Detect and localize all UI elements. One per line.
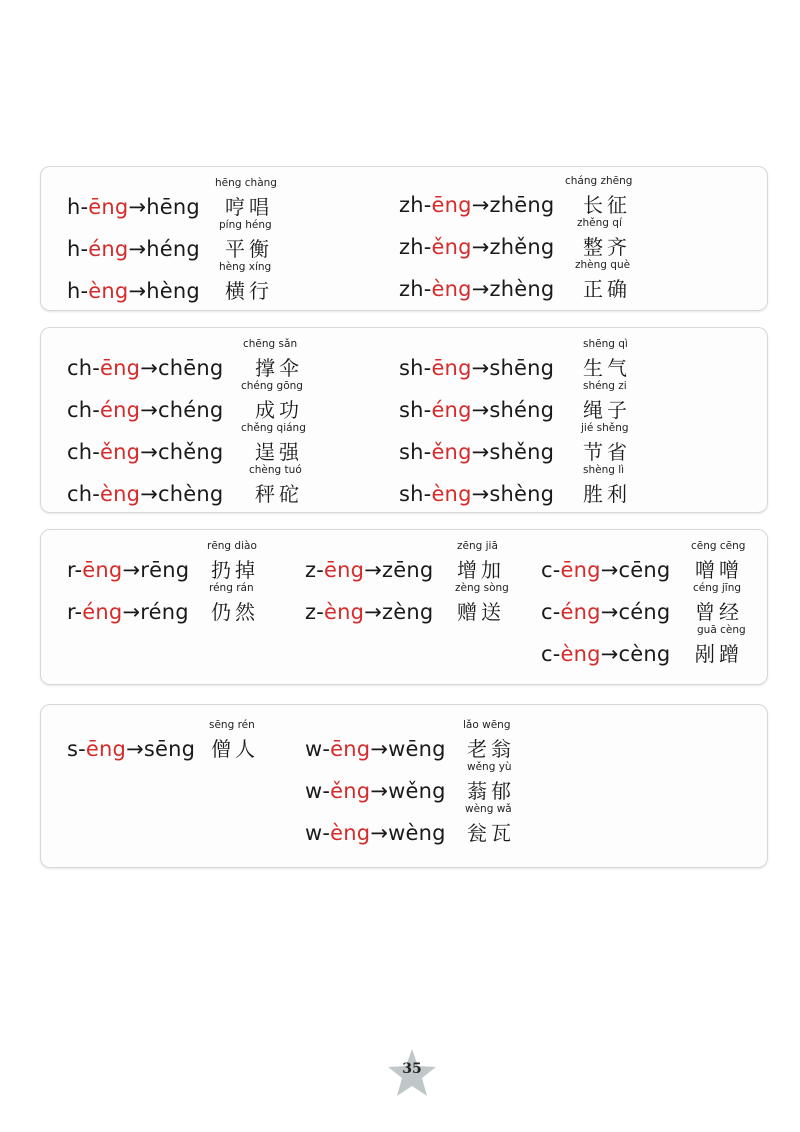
page-number-badge bbox=[384, 1046, 440, 1102]
result: →sēng bbox=[126, 737, 196, 761]
initial: ch- bbox=[67, 440, 101, 464]
example-word: 撑伞 bbox=[255, 356, 303, 380]
word-pinyin: cēng cēng bbox=[691, 540, 746, 552]
word-pinyin: chèng tuó bbox=[249, 464, 302, 476]
syllable-combination bbox=[305, 737, 446, 761]
syllable-combination bbox=[399, 440, 554, 464]
final: èng bbox=[100, 482, 141, 506]
result: →zhèng bbox=[471, 277, 555, 301]
syllable-combination bbox=[67, 440, 223, 464]
final: éng bbox=[431, 398, 472, 422]
initial: c- bbox=[541, 558, 561, 582]
initial: h- bbox=[67, 279, 89, 303]
result: →shēng bbox=[471, 356, 555, 380]
syllable-combination bbox=[67, 558, 189, 582]
syllable-combination bbox=[399, 277, 554, 301]
example-word: 横行 bbox=[225, 279, 273, 303]
result: →zhěng bbox=[471, 235, 555, 259]
example-word: 仍然 bbox=[211, 600, 259, 624]
result: →céng bbox=[600, 600, 671, 624]
final: ēng bbox=[324, 558, 365, 582]
word-pinyin: chéng gōng bbox=[241, 380, 303, 392]
result: →wěng bbox=[370, 779, 446, 803]
final: ēng bbox=[82, 558, 123, 582]
syllable-combination bbox=[541, 642, 670, 666]
initial: sh- bbox=[399, 356, 432, 380]
word-pinyin: hèng xíng bbox=[219, 261, 272, 273]
example-word: 赠送 bbox=[457, 600, 505, 624]
initial: s- bbox=[67, 737, 86, 761]
final: ěng bbox=[100, 440, 141, 464]
initial: zh- bbox=[399, 235, 432, 259]
final: ēng bbox=[88, 195, 129, 219]
syllable-combination bbox=[399, 235, 554, 259]
result: →wēng bbox=[370, 737, 446, 761]
initial: w- bbox=[305, 821, 331, 845]
result: →zèng bbox=[364, 600, 434, 624]
initial: c- bbox=[541, 600, 561, 624]
word-pinyin: hēng chàng bbox=[215, 177, 277, 189]
syllable-combination bbox=[399, 356, 554, 380]
word-pinyin: wěng yù bbox=[467, 761, 512, 773]
word-pinyin: lǎo wēng bbox=[463, 719, 511, 731]
result: →chéng bbox=[140, 398, 224, 422]
example-word: 正确 bbox=[583, 277, 631, 301]
final: èng bbox=[431, 482, 472, 506]
initial: ch- bbox=[67, 482, 101, 506]
syllable-combination bbox=[305, 600, 433, 624]
syllable-combination bbox=[305, 821, 446, 845]
syllable-combination bbox=[399, 482, 554, 506]
result: →wèng bbox=[370, 821, 446, 845]
syllable-combination bbox=[399, 193, 554, 217]
final: ēng bbox=[431, 193, 472, 217]
final: ěng bbox=[330, 779, 371, 803]
example-word: 绳子 bbox=[583, 398, 631, 422]
panel-eng-s-w bbox=[40, 704, 768, 868]
final: ēng bbox=[85, 737, 127, 761]
example-word: 噌噌 bbox=[695, 558, 743, 582]
result: →shěng bbox=[471, 440, 555, 464]
initial: r- bbox=[67, 558, 83, 582]
syllable-combination bbox=[67, 482, 223, 506]
syllable-combination bbox=[67, 279, 200, 303]
final: ēng bbox=[330, 737, 371, 761]
word-pinyin: wèng wǎ bbox=[465, 803, 512, 815]
word-pinyin: shéng zi bbox=[583, 380, 627, 392]
example-word: 瓮瓦 bbox=[467, 821, 515, 845]
initial: z- bbox=[305, 558, 325, 582]
final: ēng bbox=[431, 356, 472, 380]
initial: zh- bbox=[399, 193, 432, 217]
word-pinyin: chěng qiáng bbox=[241, 422, 306, 434]
initial: h- bbox=[67, 237, 89, 261]
initial: sh- bbox=[399, 440, 432, 464]
example-word: 胜利 bbox=[583, 482, 631, 506]
initial: ch- bbox=[67, 356, 101, 380]
syllable-combination bbox=[305, 558, 433, 582]
example-word: 剐蹭 bbox=[695, 642, 743, 666]
word-pinyin: jié shěng bbox=[581, 422, 629, 434]
final: èng bbox=[330, 821, 371, 845]
example-word: 僧人 bbox=[211, 737, 259, 761]
example-word: 整齐 bbox=[583, 235, 631, 259]
panel-eng-r-z-c bbox=[40, 529, 768, 685]
initial: c- bbox=[541, 642, 561, 666]
syllable-combination bbox=[541, 558, 670, 582]
word-pinyin: chēng sǎn bbox=[243, 338, 298, 350]
final: ěng bbox=[431, 235, 472, 259]
example-word: 平衡 bbox=[225, 237, 273, 261]
example-word: 扔掉 bbox=[211, 558, 259, 582]
syllable-combination bbox=[67, 356, 223, 380]
initial: ch- bbox=[67, 398, 101, 422]
result: →shèng bbox=[471, 482, 555, 506]
example-word: 秤砣 bbox=[255, 482, 303, 506]
example-word: 蓊郁 bbox=[467, 779, 515, 803]
word-pinyin: rēng diào bbox=[207, 540, 257, 552]
example-word: 逞强 bbox=[255, 440, 303, 464]
initial: r- bbox=[67, 600, 83, 624]
final: ēng bbox=[100, 356, 141, 380]
result: →chěng bbox=[140, 440, 224, 464]
word-pinyin: zèng sòng bbox=[455, 582, 509, 594]
final: èng bbox=[560, 642, 601, 666]
word-pinyin: zhěng qí bbox=[577, 217, 622, 229]
result: →cèng bbox=[600, 642, 671, 666]
panel-eng-ch-sh bbox=[40, 327, 768, 513]
syllable-combination bbox=[305, 779, 446, 803]
result: →héng bbox=[128, 237, 200, 261]
word-pinyin: zēng jiā bbox=[457, 540, 498, 552]
result: →réng bbox=[122, 600, 189, 624]
result: →zhēng bbox=[471, 193, 555, 217]
word-pinyin: shèng lì bbox=[583, 464, 625, 476]
page-number: 35 bbox=[402, 1061, 422, 1077]
syllable-combination bbox=[67, 737, 195, 761]
example-word: 长征 bbox=[583, 193, 631, 217]
result: →cēng bbox=[600, 558, 671, 582]
word-pinyin: zhèng què bbox=[575, 259, 631, 271]
final: éng bbox=[82, 600, 123, 624]
final: éng bbox=[88, 237, 129, 261]
result: →zēng bbox=[364, 558, 434, 582]
syllable-combination bbox=[541, 600, 670, 624]
result: →hèng bbox=[128, 279, 200, 303]
example-word: 曾经 bbox=[695, 600, 743, 624]
initial: z- bbox=[305, 600, 325, 624]
word-pinyin: sēng rén bbox=[209, 719, 255, 731]
example-word: 老翁 bbox=[467, 737, 515, 761]
word-pinyin: céng jīng bbox=[693, 582, 742, 594]
result: →shéng bbox=[471, 398, 555, 422]
syllable-combination bbox=[67, 237, 200, 261]
initial: zh- bbox=[399, 277, 432, 301]
initial: w- bbox=[305, 779, 331, 803]
final: èng bbox=[431, 277, 472, 301]
result: →chēng bbox=[140, 356, 224, 380]
initial: h- bbox=[67, 195, 89, 219]
final: ēng bbox=[560, 558, 601, 582]
initial: sh- bbox=[399, 398, 432, 422]
word-pinyin: píng héng bbox=[219, 219, 272, 231]
final: èng bbox=[88, 279, 129, 303]
example-word: 生气 bbox=[583, 356, 631, 380]
example-word: 哼唱 bbox=[225, 195, 273, 219]
word-pinyin: cháng zhēng bbox=[565, 175, 633, 187]
final: èng bbox=[324, 600, 365, 624]
initial: w- bbox=[305, 737, 331, 761]
panel-eng-h-zh bbox=[40, 166, 768, 311]
syllable-combination bbox=[67, 398, 223, 422]
final: éng bbox=[560, 600, 601, 624]
word-pinyin: shēng qì bbox=[583, 338, 628, 350]
example-word: 增加 bbox=[457, 558, 505, 582]
result: →rēng bbox=[122, 558, 190, 582]
syllable-combination bbox=[67, 195, 200, 219]
final: ěng bbox=[431, 440, 472, 464]
syllable-combination bbox=[67, 600, 189, 624]
final: éng bbox=[100, 398, 141, 422]
result: →hēng bbox=[128, 195, 200, 219]
example-word: 成功 bbox=[255, 398, 303, 422]
example-word: 节省 bbox=[583, 440, 631, 464]
syllable-combination bbox=[399, 398, 554, 422]
result: →chèng bbox=[140, 482, 224, 506]
word-pinyin: guā cèng bbox=[697, 624, 746, 636]
initial: sh- bbox=[399, 482, 432, 506]
word-pinyin: réng rán bbox=[209, 582, 254, 594]
